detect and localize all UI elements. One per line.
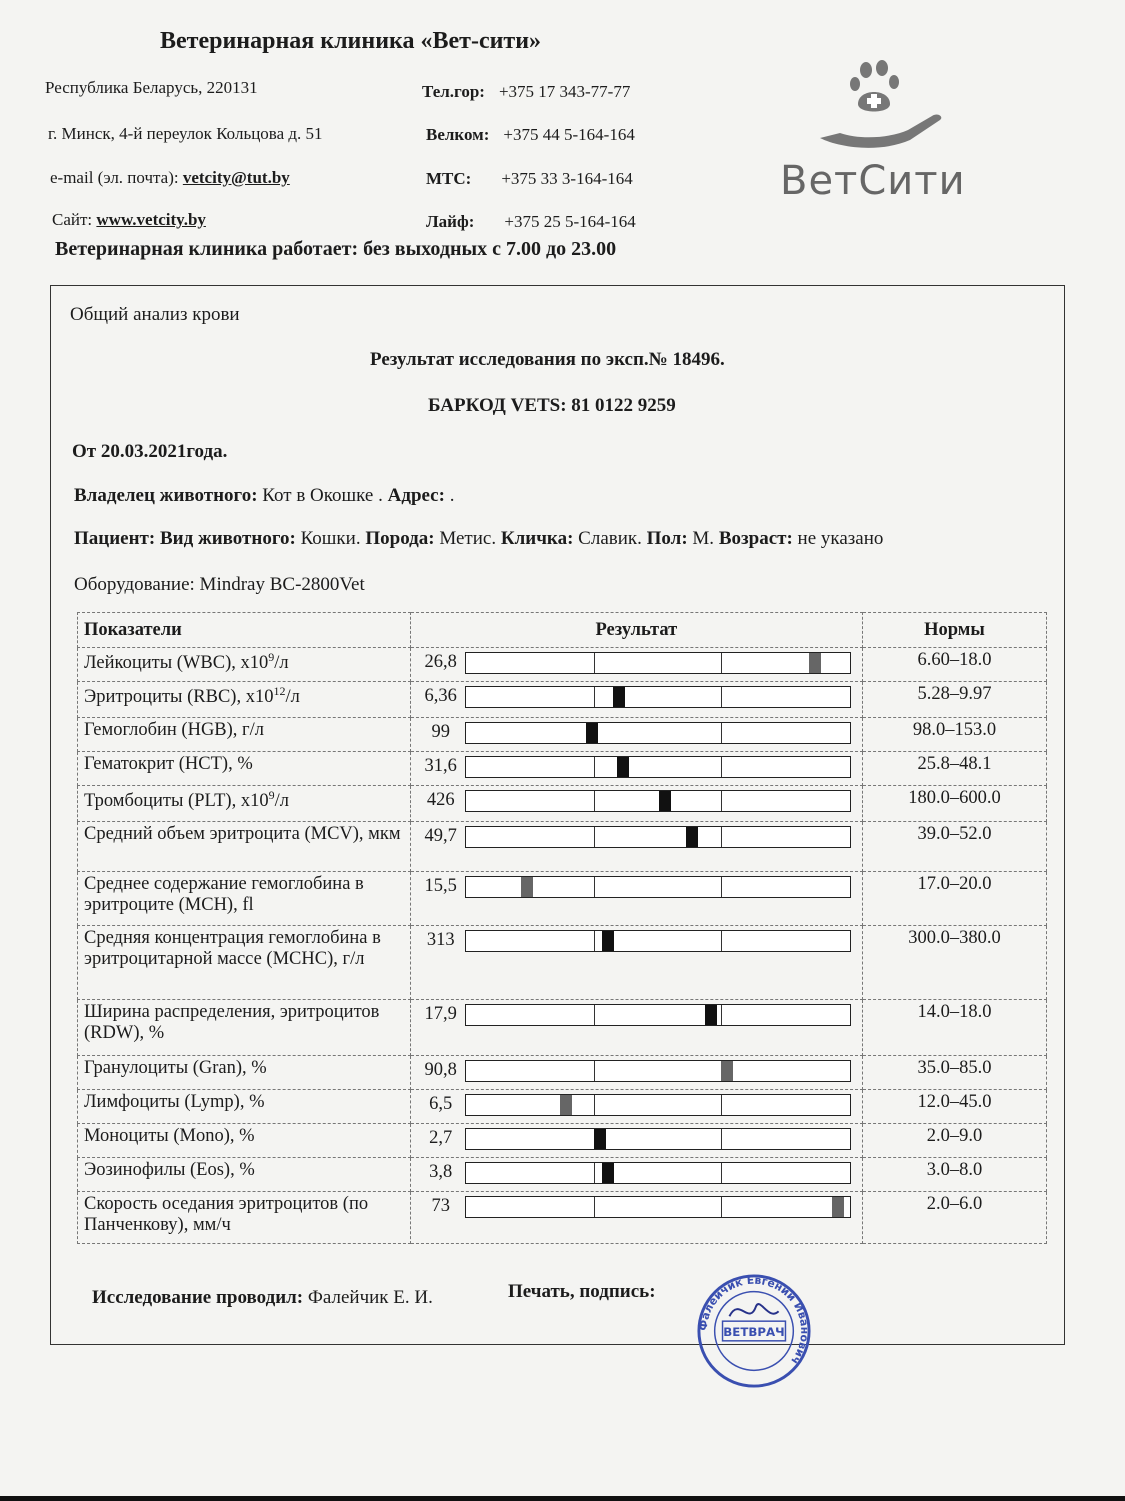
svg-text:Фалейчик Евгений Иванович (697, 1274, 812, 1367)
result-scale-bar (465, 756, 851, 778)
result-marker (602, 931, 614, 951)
report-date: От 20.03.2021года. (72, 441, 228, 462)
scale-divider (721, 791, 722, 811)
result-cell (410, 682, 862, 718)
norm-range: 5.28–9.97 (863, 682, 1047, 718)
scale-divider (721, 827, 722, 847)
norm-range: 25.8–48.1 (863, 752, 1047, 786)
result-cell (410, 1158, 862, 1192)
stamp-center-text: ВЕТВРАЧ (723, 1324, 785, 1339)
result-scale-bar (465, 1162, 851, 1184)
norm-range: 14.0–18.0 (863, 1000, 1047, 1056)
indicator-unit: /л (285, 687, 300, 708)
result-scale-bar (465, 686, 851, 708)
report-type: Общий анализ крови (70, 304, 240, 325)
result-cell (410, 718, 862, 752)
indicator-exponent: 12 (273, 684, 286, 698)
scale-divider (594, 1061, 595, 1081)
table-row (78, 718, 1047, 752)
result-scale-bar (465, 826, 851, 848)
norm-range: 17.0–20.0 (863, 872, 1047, 926)
report-barcode: БАРКОД VETS: 81 0122 9259 (428, 395, 676, 416)
result-marker (705, 1005, 717, 1025)
result-value: 15,5 (424, 876, 457, 896)
result-scale-bar (465, 930, 851, 952)
result-value: 3,8 (429, 1162, 453, 1182)
seal-label: Печать, подпись: (508, 1281, 656, 1302)
table-row (78, 648, 1047, 682)
scale-divider (594, 791, 595, 811)
indicator-name: Лейкоциты (WBC), $x10^9/л$ (78, 648, 411, 682)
result-value: 426 (426, 790, 455, 810)
result-cell (410, 1056, 862, 1090)
scale-divider (721, 723, 722, 743)
result-cell (410, 872, 862, 926)
indicator-name: Среднее содержание гемоглобина в эритроците (MCH), fl (78, 872, 411, 926)
logo-text: ВетСити (780, 158, 966, 204)
indicator-name: Эозинофилы (Eos), % (78, 1158, 411, 1192)
result-value: 6,36 (424, 686, 457, 706)
result-value: 2,7 (429, 1128, 453, 1148)
address-line-2: г. Минск, 4-й переулок Кольцова д. 51 (48, 124, 323, 143)
indicator-name: Моноциты (Mono), % (78, 1124, 411, 1158)
scale-divider (594, 1163, 595, 1183)
result-cell (410, 822, 862, 872)
scale-divider (721, 931, 722, 951)
table-row (78, 1158, 1047, 1192)
scale-divider (594, 1005, 595, 1025)
result-scale-bar (465, 1196, 851, 1218)
email-line (50, 168, 290, 188)
indicator-name: Скорость оседания эритроцитов (по Панченкову), мм/ч (78, 1192, 411, 1244)
scale-divider (594, 877, 595, 897)
indicator-exponent: 9 (268, 788, 275, 802)
indicator-name: Средняя концентрация гемоглобина в эритроцитарной массе (MCHC), г/л (78, 926, 411, 1000)
result-marker (832, 1197, 844, 1217)
scale-divider (721, 1095, 722, 1115)
indicator-name: Гематокрит (HCT), % (78, 752, 411, 786)
phone-velcom: Велком: +375 44 5-164-164 (426, 125, 635, 144)
norm-range: 6.60–18.0 (863, 648, 1047, 682)
result-cell (410, 1192, 862, 1244)
result-marker (521, 877, 533, 897)
header-result: Результат (410, 613, 862, 648)
result-cell (410, 926, 862, 1000)
result-marker (686, 827, 698, 847)
table-row (78, 1090, 1047, 1124)
scale-divider (721, 687, 722, 707)
site-line (52, 210, 206, 230)
phone-city: Тел.гор: +375 17 343-77-77 (422, 82, 631, 101)
result-marker (594, 1129, 606, 1149)
result-value: 49,7 (424, 826, 457, 846)
table-row (78, 1000, 1047, 1056)
result-marker (809, 653, 821, 673)
site-label: Сайт: (52, 210, 97, 229)
scale-divider (721, 1129, 722, 1149)
scale-divider (721, 757, 722, 777)
indicator-unit: /л (274, 791, 289, 812)
result-scale-bar (465, 1094, 851, 1116)
scale-divider (594, 931, 595, 951)
result-value: 17,9 (424, 1004, 457, 1024)
conductor-line: Исследование проводил: Фалейчик Е. И. (92, 1287, 433, 1308)
stamp-ring-text: Фалейчик Евгений Иванович (696, 1273, 812, 1367)
scale-divider (594, 1197, 595, 1217)
result-marker (560, 1095, 572, 1115)
norm-range: 35.0–85.0 (863, 1056, 1047, 1090)
email-label: e-mail (эл. почта): (50, 168, 183, 187)
indicator-exponent: 9 (268, 650, 275, 664)
equipment-line: Оборудование: Mindray BC-2800Vet (74, 574, 365, 595)
norm-range: 3.0–8.0 (863, 1158, 1047, 1192)
result-marker (602, 1163, 614, 1183)
result-cell (410, 1000, 862, 1056)
norm-range: 300.0–380.0 (863, 926, 1047, 1000)
scale-divider (721, 877, 722, 897)
table-row (78, 682, 1047, 718)
result-value: 99 (431, 722, 450, 742)
indicator-name: Средний объем эритроцита (MCV), мкм (78, 822, 411, 872)
norm-range: 2.0–6.0 (863, 1192, 1047, 1244)
result-cell (410, 752, 862, 786)
result-marker (586, 723, 598, 743)
indicator-name: Гемоглобин (HGB), г/л (78, 718, 411, 752)
result-marker (721, 1061, 733, 1081)
scale-divider (721, 1163, 722, 1183)
result-scale-bar (465, 790, 851, 812)
result-value: 73 (431, 1196, 450, 1216)
table-row (78, 822, 1047, 872)
result-marker (613, 687, 625, 707)
results-table (77, 612, 1047, 1244)
doctor-stamp-icon (695, 1272, 813, 1390)
table-row (78, 1192, 1047, 1244)
email-link[interactable]: vetcity@tut.by (182, 168, 290, 187)
table-row (78, 752, 1047, 786)
result-scale-bar (465, 652, 851, 674)
result-cell (410, 1124, 862, 1158)
table-row (78, 1124, 1047, 1158)
norm-range: 2.0–9.0 (863, 1124, 1047, 1158)
result-marker (659, 791, 671, 811)
scale-divider (594, 757, 595, 777)
result-value: 26,8 (424, 652, 457, 672)
report-result-title: Результат исследования по эксп.№ 18496. (370, 349, 725, 370)
result-cell (410, 648, 862, 682)
owner-line: Владелец животного: Кот в Окошке . Адрес: . (74, 485, 455, 506)
clinic-title: Ветеринарная клиника «Вет-сити» (160, 28, 542, 54)
result-cell (410, 786, 862, 822)
scale-divider (721, 1197, 722, 1217)
result-scale-bar (465, 722, 851, 744)
indicator-name: Тромбоциты (PLT), $x10^9/л$ (78, 786, 411, 822)
phone-mts: МТС: +375 33 3-164-164 (426, 169, 633, 188)
address-line-1: Республика Беларусь, 220131 (45, 78, 258, 97)
header-norms: Нормы (863, 613, 1047, 648)
norm-range: 180.0–600.0 (863, 786, 1047, 822)
header-indicator: Показатели (78, 613, 411, 648)
indicator-name: Эритроциты (RBC), $x10^{12}/л$ (78, 682, 411, 718)
indicator-name: Ширина распределения, эритроцитов (RDW), % (78, 1000, 411, 1056)
norm-range: 98.0–153.0 (863, 718, 1047, 752)
result-value: 90,8 (424, 1060, 457, 1080)
scale-divider (594, 1095, 595, 1115)
result-value: 31,6 (424, 756, 457, 776)
result-scale-bar (465, 1004, 851, 1026)
result-marker (617, 757, 629, 777)
norm-range: 39.0–52.0 (863, 822, 1047, 872)
table-row (78, 926, 1047, 1000)
scale-divider (721, 1005, 722, 1025)
table-row (78, 872, 1047, 926)
table-row (78, 1056, 1047, 1090)
result-scale-bar (465, 876, 851, 898)
phone-life: Лайф: +375 25 5-164-164 (426, 212, 636, 231)
working-hours: Ветеринарная клиника работает: без выходных с 7.00 до 23.00 (55, 238, 617, 260)
indicator-name: Гранулоциты (Gran), % (78, 1056, 411, 1090)
result-value: 6,5 (429, 1094, 453, 1114)
result-value: 313 (426, 930, 455, 950)
scale-divider (594, 827, 595, 847)
site-link[interactable]: www.vetcity.by (96, 210, 206, 229)
table-header-row (78, 613, 1047, 648)
scale-divider (594, 653, 595, 673)
indicator-name: Лимфоциты (Lymp), % (78, 1090, 411, 1124)
scale-divider (721, 653, 722, 673)
result-cell (410, 1090, 862, 1124)
table-row (78, 786, 1047, 822)
result-scale-bar (465, 1060, 851, 1082)
norm-range: 12.0–45.0 (863, 1090, 1047, 1124)
scale-divider (594, 687, 595, 707)
indicator-unit: /л (274, 653, 289, 674)
patient-line: Пациент: Вид животного: Кошки. Порода: Метис. Кличка: Славик. Пол: М. Возраст: не указано (74, 528, 884, 549)
bottom-edge-shadow (0, 1496, 1125, 1501)
result-scale-bar (465, 1128, 851, 1150)
